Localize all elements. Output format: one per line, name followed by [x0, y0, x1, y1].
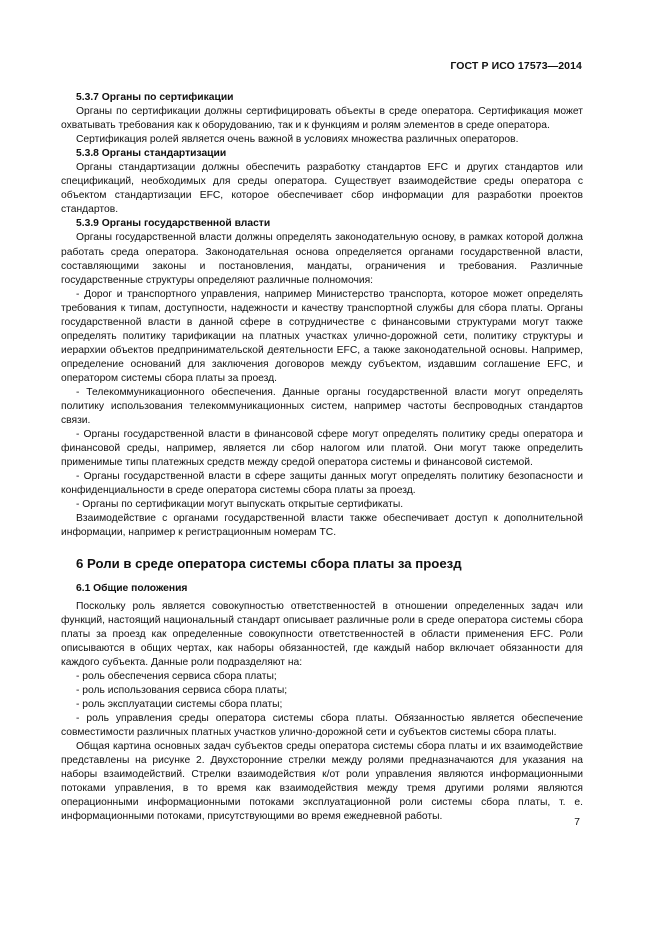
role-list-item: - роль использования сервиса сбора платы;	[76, 684, 288, 696]
section-5-3-9-paragraph-4: - Органы государственной власти в финансовой сфере могут определять политику среды оператора и финансовой среды, например, является ли сбор налогом или платой. Они могут также определить применимые типы платежных средств между средой оператора системы и финансовой системой.	[61, 429, 583, 469]
section-5-3-9-paragraph-6: - Органы по сертификации могут выпускать открытые сертификаты.	[76, 499, 404, 511]
section-5-3-7-paragraph-2: Сертификация ролей является очень важной в условиях множества различных операторов.	[76, 134, 519, 146]
section-5-3-7-heading: 5.3.7 Органы по сертификации	[76, 92, 234, 103]
role-list-item: - роль обеспечения сервиса сбора платы;	[76, 670, 277, 682]
section-5-3-7-paragraph-1: Органы по сертификации должны сертифицировать объекты в среде оператора. Сертификация может охватывать требования как к оборудованию, так и к функциям и ролям элементов в среде оператора.	[61, 106, 583, 132]
standard-header: ГОСТ Р ИСО 17573—2014	[450, 60, 582, 72]
section-5-3-9-paragraph-5: - Органы государственной власти в сфере защиты данных могут определять политику безопасности и конфиденциальности в среде оператора системы сбора платы за проезд.	[61, 471, 583, 497]
section-5-3-9-paragraph-1: Органы государственной власти должны определять законодательную основу, в рамках которой должна работать среда оператора. Законодательная основа определяется органами государственной власти, составляющими законы и постановления, мандаты, ограничения и требования. Различные государственные структуры определяют различные полномочия:	[61, 232, 583, 286]
section-5-3-8-heading: 5.3.8 Органы стандартизации	[76, 148, 227, 160]
role-list-item: - роль эксплуатации системы сбора платы;	[76, 698, 283, 710]
section-6-1-paragraph-2: Общая картина основных задач субъектов среды оператора системы сбора платы и их взаимодействие представлены на рисунке 2. Двухсторонние стрелки между ролями предназначаются для указания на наборы взаимодействий. Стрелки взаимодействия к/от роли управления являются информационными потоками управления, в то время как взаимодействия между тремя другими ролями являются операционными информационными потоками эксплуатационной роли системы сбора платы, т. е. информационными потоками, присутствующими во время ежедневной работы.	[61, 741, 583, 823]
section-5-3-9-paragraph-3: - Телекоммуникационного обеспечения. Данные органы государственной власти могут определять политику использования телекоммуникационных систем, например частоты беспроводных стандартов связи.	[61, 386, 583, 427]
page-number: 7	[574, 817, 580, 828]
document-body	[61, 91, 583, 824]
section-6-heading: 6 Роли в среде оператора системы сбора платы за проезд	[76, 555, 462, 571]
section-6-1-heading: 6.1 Общие положения	[76, 582, 188, 594]
section-5-3-9-paragraph-7: Взаимодействие с органами государственной власти также обеспечивает доступ к дополнительной информации, например к регистрационным номерам ТС.	[61, 513, 583, 539]
section-5-3-9-paragraph-2: - Дорог и транспортного управления, например Министерство транспорта, которое может определять требования к типам, доступности, надежности и качеству транспортной службы для сбора платы. Органы государственной власти в данной сфере в сотрудничестве с финансовыми структурами могут также определять политику тарификации на платных участках улично-дорожной сети, политику структуры и иерархии объектов предпринимательской деятельности EFC, а также законодательной основы. Например, определение оснований для заключения договоров между субъектом, издавшим соглашение EFC, и оператором системы сбора платы за проезд.	[61, 288, 583, 384]
role-list-item: - роль управления среды оператора системы сбора платы. Обязанностью является обеспечение совместимости различных платных участков улично-дорожной сети и субъектов системы сбора платы.	[61, 712, 583, 738]
section-5-3-8-paragraph-1: Органы стандартизации должны обеспечить разработку стандартов EFC и других стандартов или спецификаций, необходимых для среды оператора. Существует взаимодействие среды оператора с объектом стандартизации EFC, которое обеспечивает сбор информации для разработки проектов стандартов.	[61, 162, 583, 216]
section-5-3-9-heading: 5.3.9 Органы государственной власти	[76, 218, 271, 230]
section-spacer	[61, 541, 583, 546]
section-6-1-paragraph-1: Поскольку роль является совокупностью ответственностей в отношении определенных задач или функций, настоящий национальный стандарт описывает различные роли в среде оператора системы сбора платы за проезд как определенные совокупности ответственностей в области применения EFC. Роли описываются в общих чертах, как наборы обязанностей, где каждый набор включает обязанности для каждого субъекта. Данные роли подразделяют на:	[61, 600, 583, 668]
